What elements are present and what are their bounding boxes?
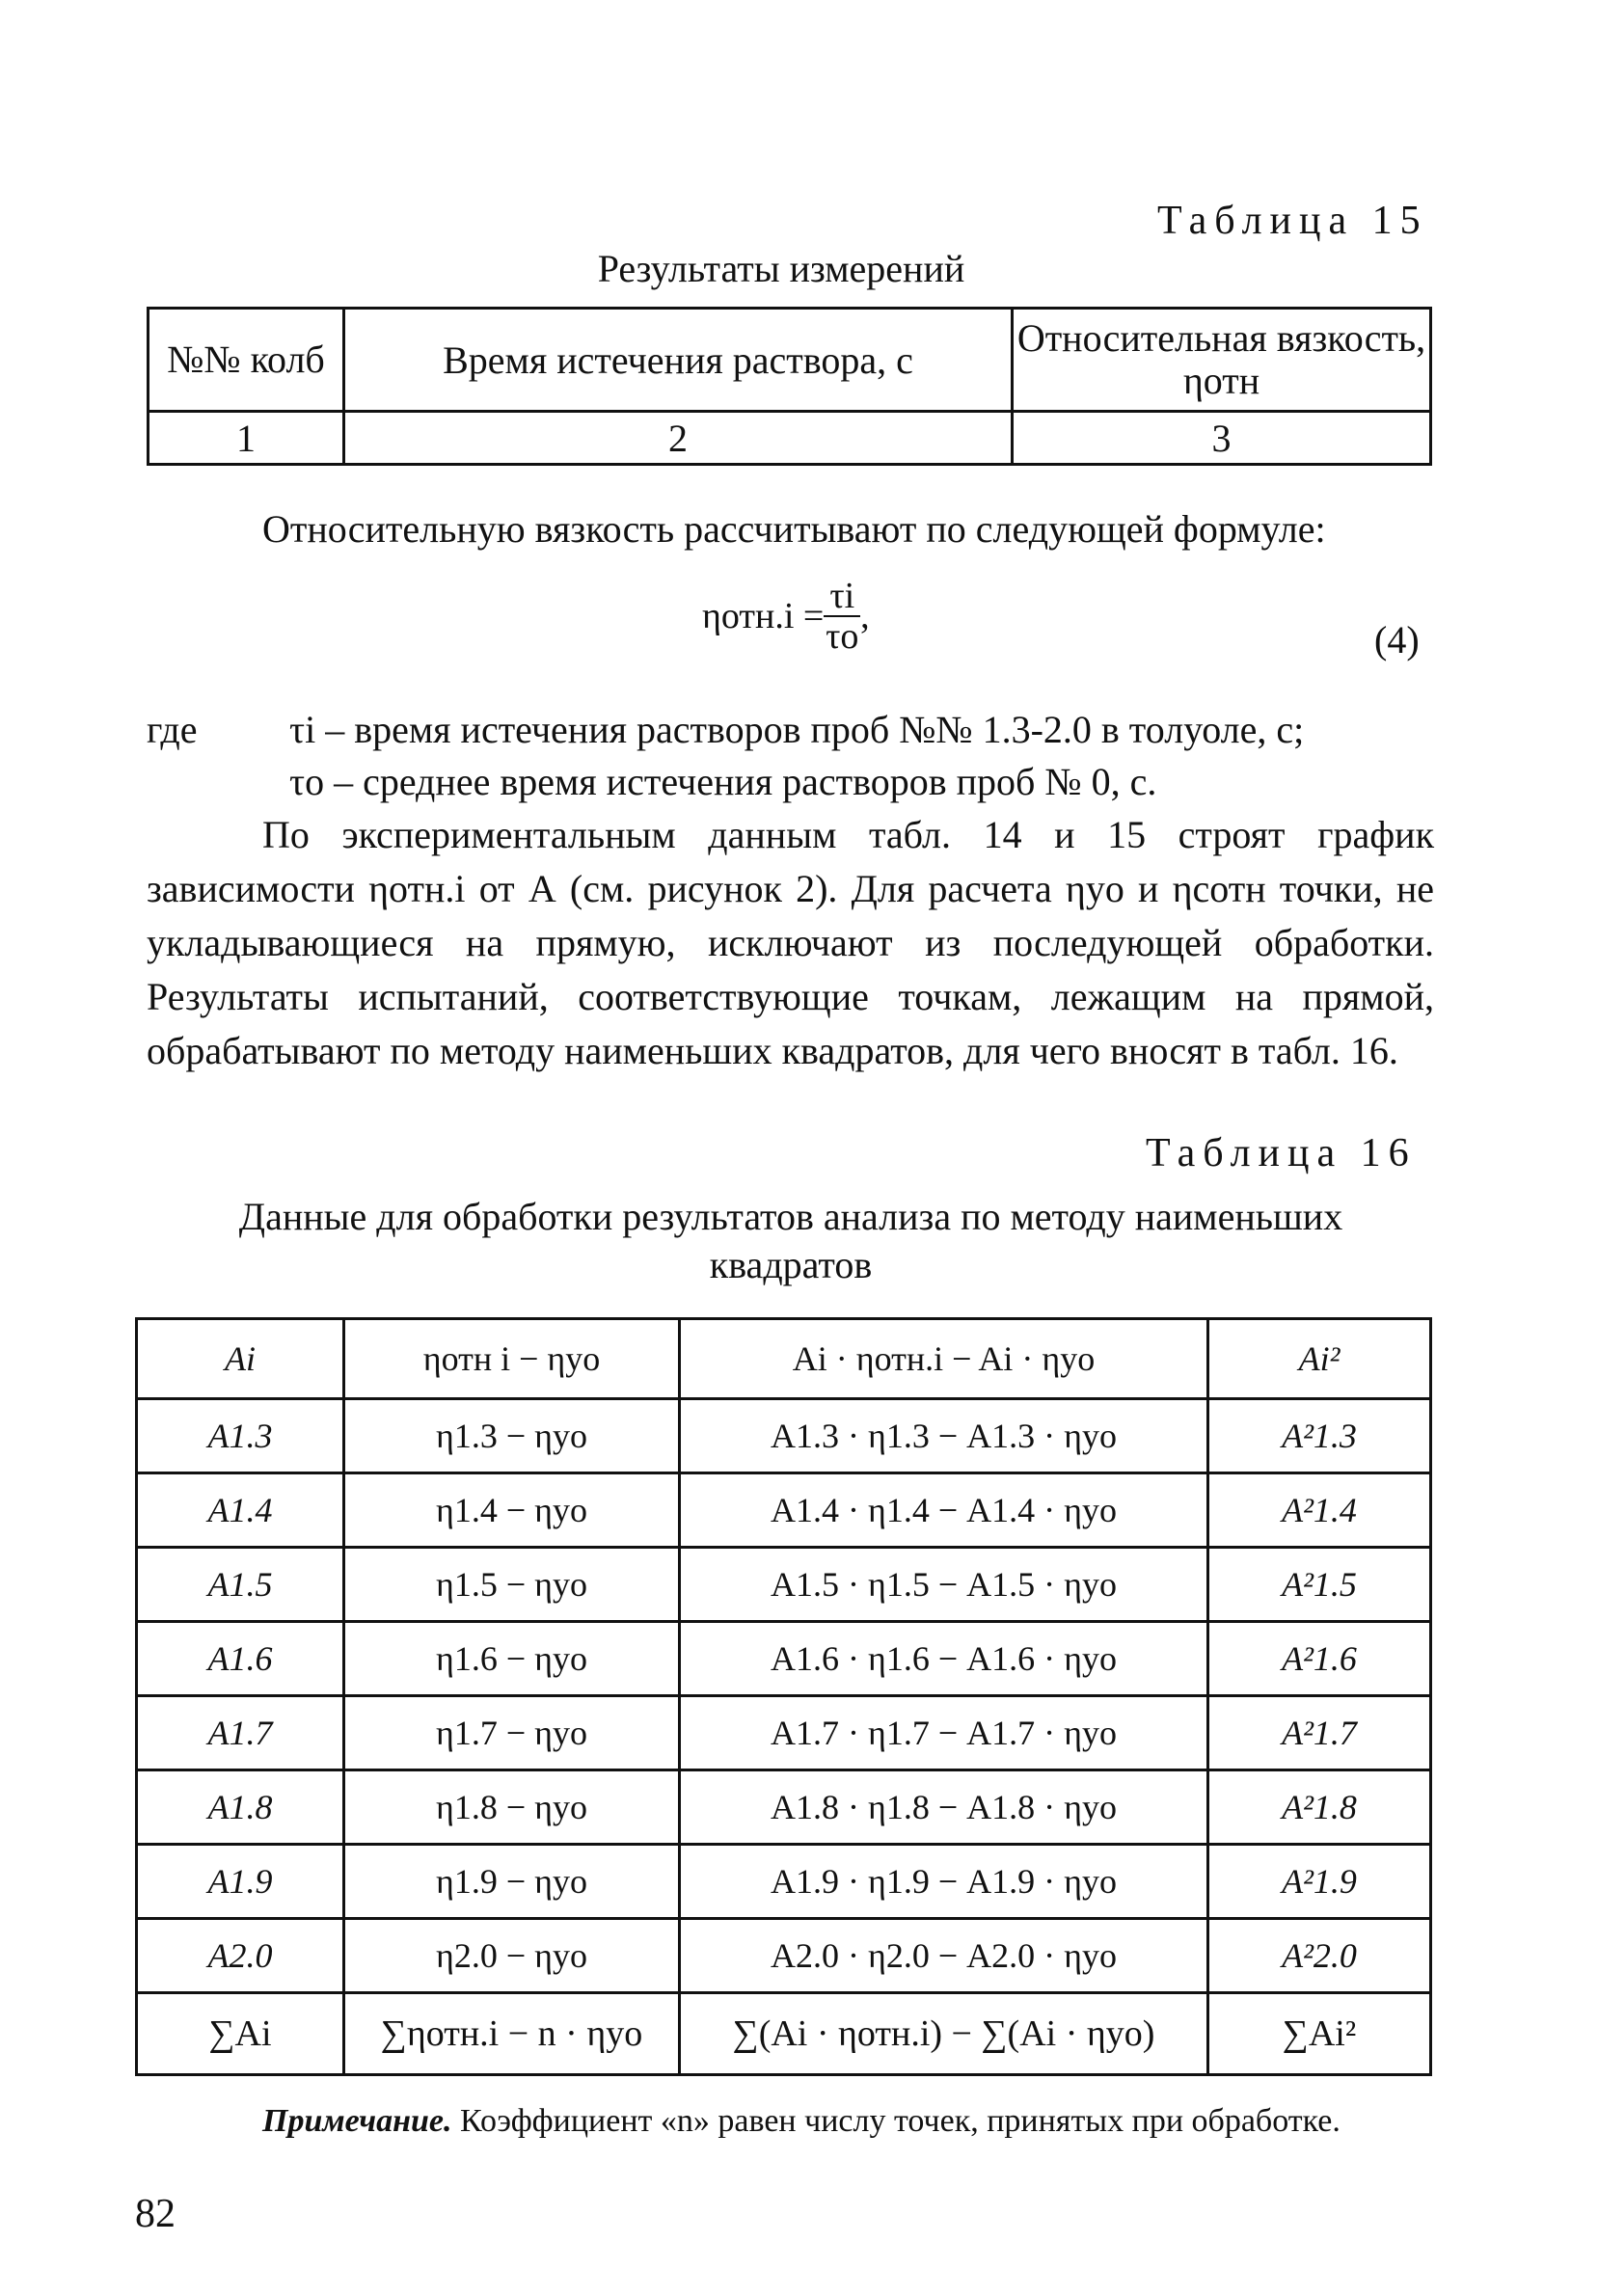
table16-header-ai-squared: Ai² xyxy=(1208,1319,1431,1399)
table-row xyxy=(137,1845,1431,1919)
table15-num-1: 1 xyxy=(149,412,344,465)
table15-header-2: Время истечения раствора, с xyxy=(344,309,1013,412)
table-row xyxy=(137,1548,1431,1622)
table16-header-product: Ai · ηотн.i − Ai · ηyo xyxy=(680,1319,1208,1399)
table15 xyxy=(147,307,1432,466)
table16-header-row xyxy=(137,1319,1431,1399)
table16-cell-eta: η1.4 − ηyo xyxy=(344,1473,680,1548)
table16-cell-ai: A1.8 xyxy=(137,1770,344,1845)
table-row xyxy=(137,1770,1431,1845)
table16-sum-eta: ∑ηотн.i − n · ηyo xyxy=(344,1993,680,2075)
table-row xyxy=(137,1622,1431,1696)
table16-cell-product: A1.6 · η1.6 − A1.6 · ηyo xyxy=(680,1622,1208,1696)
table16-cell-ai: A1.5 xyxy=(137,1548,344,1622)
table-row xyxy=(137,1473,1431,1548)
table16-cell-eta: η2.0 − ηyo xyxy=(344,1919,680,1993)
table16-cell-ai-squared: A²1.5 xyxy=(1208,1548,1431,1622)
formula-lhs: ηотн.i = xyxy=(702,596,825,636)
table16-cell-ai-squared: A²2.0 xyxy=(1208,1919,1431,1993)
table-row xyxy=(137,1399,1431,1473)
table16 xyxy=(135,1317,1432,2076)
formula-intro: Относительную вязкость рассчитывают по следующей формуле: xyxy=(262,507,1326,551)
formula-denominator: τo xyxy=(826,616,859,657)
table16-sum-ai-squared: ∑Ai² xyxy=(1208,1993,1431,2075)
table16-caption-line2: квадратов xyxy=(709,1243,873,1286)
table16-caption-line1: Данные для обработки результатов анализа по методу наименьших xyxy=(238,1195,1343,1238)
table16-cell-eta: η1.7 − ηyo xyxy=(344,1696,680,1770)
table15-num-3: 3 xyxy=(1013,412,1431,465)
table16-cell-ai-squared: A²1.8 xyxy=(1208,1770,1431,1845)
table16-sum-ai: ∑Ai xyxy=(137,1993,344,2075)
table-row xyxy=(137,1919,1431,1993)
where-line-2: τo – среднее время истечения растворов проб № 0, с. xyxy=(289,760,1157,803)
table16-cell-product: A1.8 · η1.8 − A1.8 · ηyo xyxy=(680,1770,1208,1845)
table16-cell-product: A1.7 · η1.7 − A1.7 · ηyo xyxy=(680,1696,1208,1770)
table16-cell-eta: η1.3 − ηyo xyxy=(344,1399,680,1473)
table16-cell-ai: A1.6 xyxy=(137,1622,344,1696)
table16-header-eta: ηотн i − ηyo xyxy=(344,1319,680,1399)
table-row xyxy=(137,1696,1431,1770)
table16-cell-ai: A1.9 xyxy=(137,1845,344,1919)
table15-caption: Результаты измерений xyxy=(597,247,965,290)
table16-cell-eta: η1.8 − ηyo xyxy=(344,1770,680,1845)
table16-cell-ai-squared: A²1.9 xyxy=(1208,1845,1431,1919)
table15-header-1: №№ колб xyxy=(149,309,344,412)
table15-header-3: Относительная вязкость, ηотн xyxy=(1013,309,1431,412)
formula-tail: , xyxy=(860,596,870,636)
formula-fraction xyxy=(824,577,860,656)
note-label: Примечание. xyxy=(262,2103,452,2139)
table16-cell-product: A1.3 · η1.3 − A1.3 · ηyo xyxy=(680,1399,1208,1473)
table16-cell-ai-squared: A²1.7 xyxy=(1208,1696,1431,1770)
table16-cell-product: A1.9 · η1.9 − A1.9 · ηyo xyxy=(680,1845,1208,1919)
table16-note xyxy=(147,2100,1434,2143)
table15-label: Таблица 15 xyxy=(1157,199,1428,243)
table16-cell-ai: A1.3 xyxy=(137,1399,344,1473)
formula-4 xyxy=(702,577,870,656)
formula-numerator: τi xyxy=(824,577,860,617)
table16-cell-eta: η1.6 − ηyo xyxy=(344,1622,680,1696)
table15-num-2: 2 xyxy=(344,412,1013,465)
table16-cell-ai: A1.7 xyxy=(137,1696,344,1770)
table16-cell-ai: A1.4 xyxy=(137,1473,344,1548)
table16-sum-row xyxy=(137,1993,1431,2075)
table16-cell-eta: η1.9 − ηyo xyxy=(344,1845,680,1919)
table16-label: Таблица 16 xyxy=(1146,1131,1417,1175)
table16-sum-product: ∑(Ai · ηотн.i) − ∑(Ai · ηyo) xyxy=(680,1993,1208,2075)
where-word: где xyxy=(147,708,198,751)
table16-cell-ai: A2.0 xyxy=(137,1919,344,1993)
where-line-1: τi – время истечения растворов проб №№ 1.3-2.0 в толуоле, с; xyxy=(289,708,1305,751)
body-paragraph: По экспериментальным данным табл. 14 и 15 строят график зависимости ηотн.i от А (см. рисунок 2). Для расчета ηyo и ηcотн точки, не укладывающиеся на прямую, исключают из последующей обработки. Результаты испытаний, соответствующие точкам, лежащим на прямой, обрабатывают по методу наименьших квадратов, для чего вносят в табл. 16. xyxy=(147,813,1434,1072)
page-number: 82 xyxy=(135,2192,176,2236)
formula-number: (4) xyxy=(1374,618,1420,662)
table16-cell-product: A2.0 · η2.0 − A2.0 · ηyo xyxy=(680,1919,1208,1993)
table16-cell-product: A1.4 · η1.4 − A1.4 · ηyo xyxy=(680,1473,1208,1548)
table16-cell-ai-squared: A²1.4 xyxy=(1208,1473,1431,1548)
table16-cell-ai-squared: A²1.3 xyxy=(1208,1399,1431,1473)
table16-cell-ai-squared: A²1.6 xyxy=(1208,1622,1431,1696)
table16-header-ai: Ai xyxy=(137,1319,344,1399)
table16-cell-product: A1.5 · η1.5 − A1.5 · ηyo xyxy=(680,1548,1208,1622)
note-text: Коэффициент «n» равен числу точек, принятых при обработке. xyxy=(451,2103,1341,2139)
table16-cell-eta: η1.5 − ηyo xyxy=(344,1548,680,1622)
